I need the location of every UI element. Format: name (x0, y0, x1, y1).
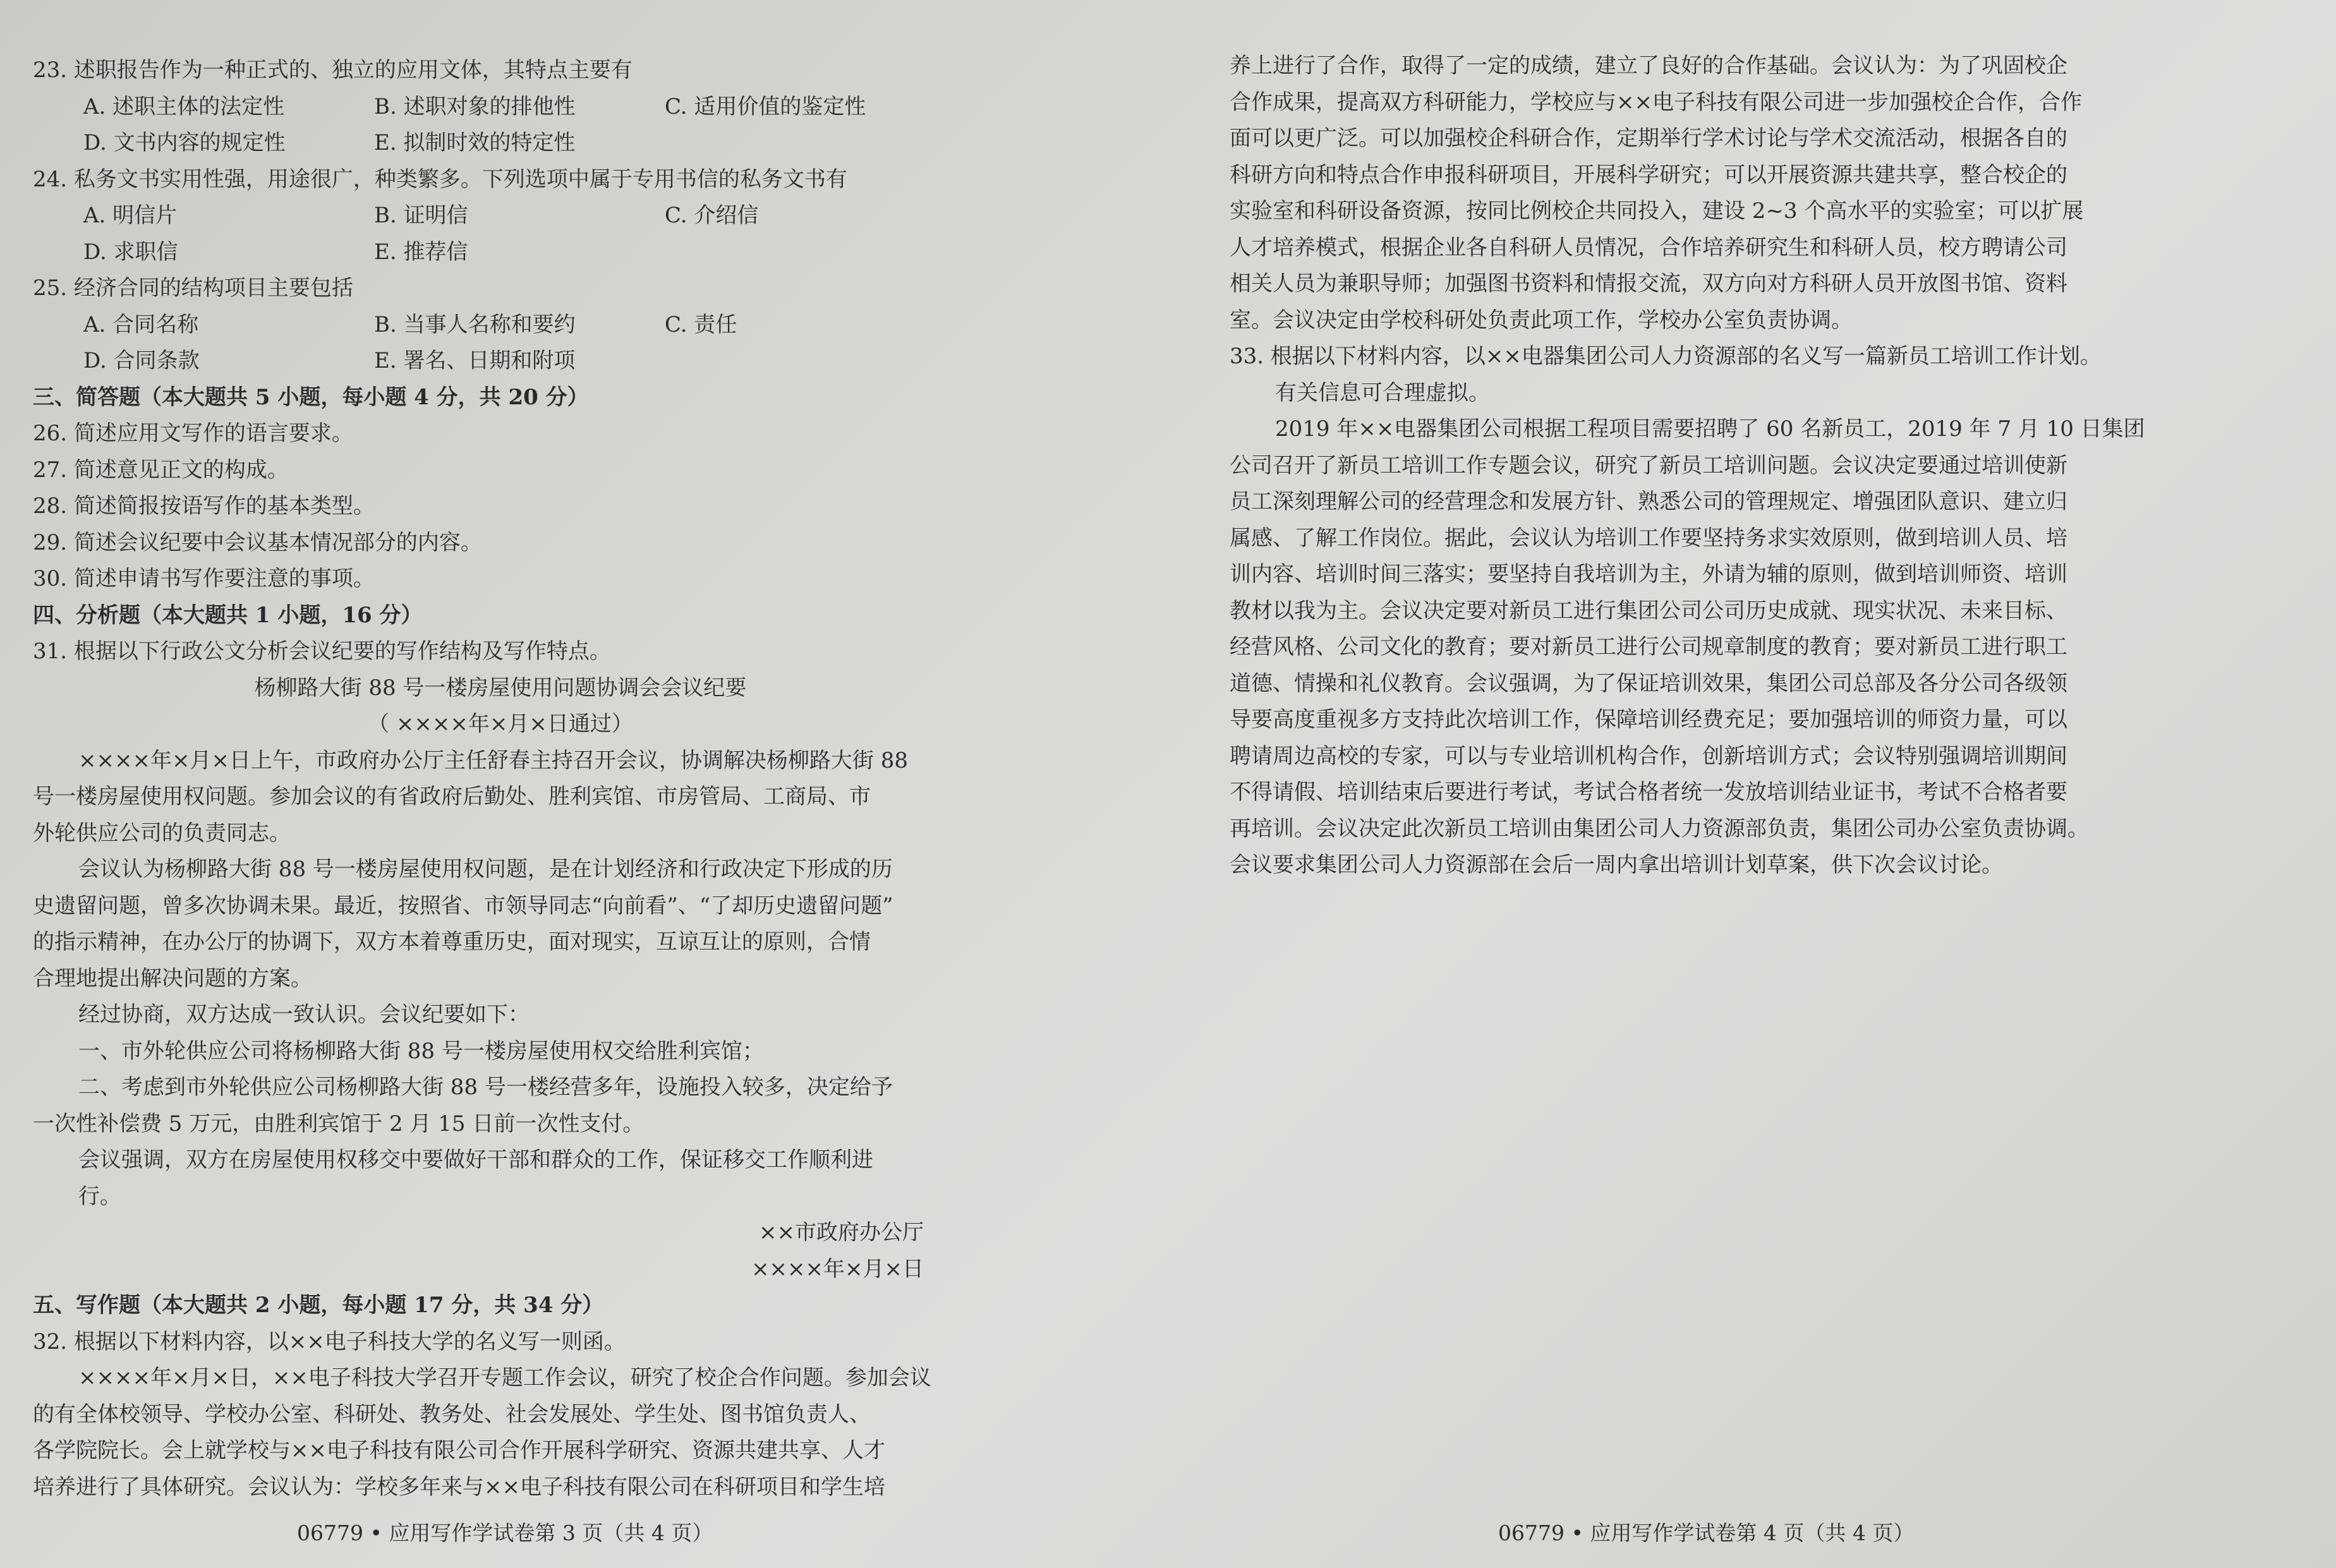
question-25-options-row-2 (33, 343, 993, 380)
minutes-line: 二、考虑到市外轮供应公司杨柳路大街 88 号一楼经营多年，设施投入较多，决定给予 (78, 1075, 893, 1100)
minutes-line: 一、市外轮供应公司将杨柳路大街 88 号一楼房屋使用权交给胜利宾馆； (78, 1038, 764, 1064)
minutes-title: 杨柳路大街 88 号一楼房屋使用问题协调会会议纪要 (254, 675, 747, 701)
material-line: 人才培养模式，根据企业各自科研人员情况，合作培养研究生和科研人员，校方聘请公司 (1230, 234, 2067, 260)
material-line: 养上进行了合作，取得了一定的成绩，建立了良好的合作基础。会议认为：为了巩固校企 (1230, 53, 2067, 78)
section-5-heading: 五、写作题（本大题共 2 小题，每小题 17 分，共 34 分） (33, 1293, 604, 1318)
material-line: 导要高度重视多方支持此次培训工作，保障培训经费充足；要加强培训的师资力量，可以 (1230, 707, 2067, 732)
option: A. 明信片 (83, 203, 178, 228)
minutes-signature-org: ××市政府办公厅 (759, 1220, 924, 1245)
section-4-heading: 四、分析题（本大题共 1 小题，16 分） (33, 602, 423, 628)
option: E. 拟制时效的特定性 (374, 130, 576, 155)
minutes-date: （ ××××年×月×日通过） (368, 711, 633, 737)
minutes-line: 经过协商，双方达成一致认识。会议纪要如下： (78, 1002, 530, 1027)
question-23-options-row-2 (33, 125, 993, 162)
question-31: 31. 根据以下行政公文分析会议纪要的写作结构及写作特点。 (33, 639, 611, 664)
material-line: 教材以我为主。会议决定要对新员工进行集团公司公司历史成就、现实状况、未来目标、 (1230, 598, 2067, 624)
material-line: 实验室和科研设备资源，按同比例校企共同投入，建设 2~3 个高水平的实验室；可以扩展 (1230, 198, 2084, 224)
material-line: 会议要求集团公司人力资源部在会后一周内拿出培训计划草案，供下次会议讨论。 (1230, 852, 2003, 877)
option: C. 适用价值的鉴定性 (665, 93, 866, 119)
question-24-options-row-1 (33, 198, 993, 234)
material-line: 科研方向和特点合作申报科研项目，开展科学研究；可以开展资源共建共享，整合校企的 (1230, 162, 2067, 188)
minutes-line: 外轮供应公司的负责同志。 (33, 820, 291, 846)
material-line: 的有全体校领导、学校办公室、科研处、教务处、社会发展处、学生处、图书馆负责人、 (33, 1401, 871, 1427)
option: D. 求职信 (83, 239, 178, 265)
question-23: 23. 述职报告作为一种正式的、独立的应用文体，其特点主要有 (33, 57, 632, 83)
material-line: 不得请假、培训结束后要进行考试，考试合格者统一发放培训结业证书，考试不合格者要 (1230, 780, 2067, 805)
minutes-signature-date: ××××年×月×日 (751, 1256, 924, 1282)
material-line: 道德、情操和礼仪教育。会议强调，为了保证培训效果，集团公司总部及各分公司各级领 (1230, 670, 2067, 696)
question-24-options-row-2 (33, 234, 993, 271)
material-line: 合作成果，提高双方科研能力，学校应与××电子科技有限公司进一步加强校企合作，合作 (1230, 89, 2082, 115)
question-32: 32. 根据以下材料内容，以××电子科技大学的名义写一则函。 (33, 1329, 626, 1354)
question-29: 29. 简述会议纪要中会议基本情况部分的内容。 (33, 529, 482, 555)
option: B. 当事人名称和要约 (374, 311, 576, 337)
material-line: 聘请周边高校的专家，可以与专业培训机构合作，创新培训方式；会议特别强调培训期间 (1230, 743, 2067, 769)
minutes-line: 号一楼房屋使用权问题。参加会议的有省政府后勤处、胜利宾馆、市房管局、工商局、市 (33, 784, 871, 809)
option: E. 署名、日期和附项 (374, 348, 576, 373)
material-line: 属感、了解工作岗位。据此，会议认为培训工作要坚持务求实效原则，做到培训人员、培 (1230, 525, 2067, 551)
question-27: 27. 简述意见正文的构成。 (33, 457, 289, 483)
option: C. 介绍信 (665, 203, 759, 228)
option: B. 述职对象的排他性 (374, 93, 576, 119)
material-line: ××××年×月×日，××电子科技大学召开专题工作会议，研究了校企合作问题。参加会议 (78, 1365, 931, 1390)
material-line: 2019 年××电器集团公司根据工程项目需要招聘了 60 名新员工，2019 年 7 月 10 日集团 (1275, 416, 2145, 442)
material-line: 培养进行了具体研究。会议认为：学校多年来与××电子科技有限公司在科研项目和学生培 (33, 1474, 885, 1500)
option: D. 文书内容的规定性 (83, 130, 286, 155)
minutes-line: 行。 (78, 1183, 121, 1209)
option: A. 述职主体的法定性 (83, 93, 285, 119)
material-line: 经营风格、公司文化的教育；要对新员工进行公司规章制度的教育；要对新员工进行职工 (1230, 634, 2067, 660)
option: D. 合同条款 (83, 348, 200, 373)
option: E. 推荐信 (374, 239, 468, 265)
minutes-line: 会议强调，双方在房屋使用权移交中要做好干部和群众的工作，保证移交工作顺利进 (78, 1147, 873, 1173)
material-line: 相关人员为兼职导师；加强图书资料和情报交流，双方向对方科研人员开放图书馆、资料 (1230, 271, 2067, 296)
question-24: 24. 私务文书实用性强，用途很广，种类繁多。下列选项中属于专用书信的私务文书有 (33, 166, 847, 192)
material-line: 室。会议决定由学校科研处负责此项工作，学校办公室负责协调。 (1230, 307, 1853, 333)
question-26: 26. 简述应用文写作的语言要求。 (33, 421, 353, 446)
material-line: 员工深刻理解公司的经营理念和发展方针、熟悉公司的管理规定、增强团队意识、建立归 (1230, 489, 2067, 514)
question-28: 28. 简述简报按语写作的基本类型。 (33, 493, 375, 519)
option: B. 证明信 (374, 203, 468, 228)
material-line: 各学院院长。会上就学校与××电子科技有限公司合作开展科学研究、资源共建共享、人才 (33, 1438, 885, 1463)
material-line: 公司召开了新员工培训工作专题会议，研究了新员工培训问题。会议决定要通过培训使新 (1230, 452, 2067, 478)
material-line: 面可以更广泛。可以加强校企科研合作，定期举行学术讨论与学术交流活动，根据各自的 (1230, 126, 2067, 151)
page-4-text-column (1230, 48, 2241, 884)
page-3-text-column (33, 52, 993, 1505)
minutes-line: 的指示精神，在办公厅的协调下，双方本着尊重历史，面对现实，互谅互让的原则，合情 (33, 929, 871, 955)
material-line: 再培训。会议决定此次新员工培训由集团公司人力资源部负责，集团公司办公室负责协调。 (1230, 816, 2089, 841)
minutes-line: 会议认为杨柳路大街 88 号一楼房屋使用权问题，是在计划经济和行政决定下形成的历 (78, 857, 893, 882)
question-33-note: 有关信息可合理虚拟。 (1275, 380, 1490, 406)
question-33: 33. 根据以下材料内容，以××电器集团公司人力资源部的名义写一篇新员工培训工作计划。 (1230, 344, 2102, 369)
option: A. 合同名称 (83, 311, 199, 337)
minutes-line: ××××年×月×日上午，市政府办公厅主任舒春主持召开会议，协调解决杨柳路大街 88 (78, 747, 908, 773)
page-4-footer: 06779 • 应用写作学试卷第 4 页（共 4 页） (1498, 1521, 1915, 1545)
question-30: 30. 简述申请书写作要注意的事项。 (33, 566, 375, 591)
minutes-line: 史遗留问题，曾多次协调未果。最近，按照省、市领导同志“向前看”、“了却历史遗留问题” (33, 893, 893, 919)
question-25: 25. 经济合同的结构项目主要包括 (33, 275, 353, 301)
page-3-footer: 06779 • 应用写作学试卷第 3 页（共 4 页） (297, 1521, 713, 1545)
question-25-options-row-1 (33, 307, 993, 344)
exam-page-4 (1168, 0, 2336, 1568)
question-23-options-row-1 (33, 89, 993, 126)
option: C. 责任 (665, 311, 737, 337)
section-3-heading: 三、简答题（本大题共 5 小题，每小题 4 分，共 20 分） (33, 384, 589, 410)
minutes-line: 合理地提出解决问题的方案。 (33, 965, 312, 991)
minutes-line: 一次性补偿费 5 万元，由胜利宾馆于 2 月 15 日前一次性支付。 (33, 1111, 645, 1137)
material-line: 训内容、培训时间三落实；要坚持自我培训为主，外请为辅的原则，做到培训师资、培训 (1230, 562, 2067, 587)
